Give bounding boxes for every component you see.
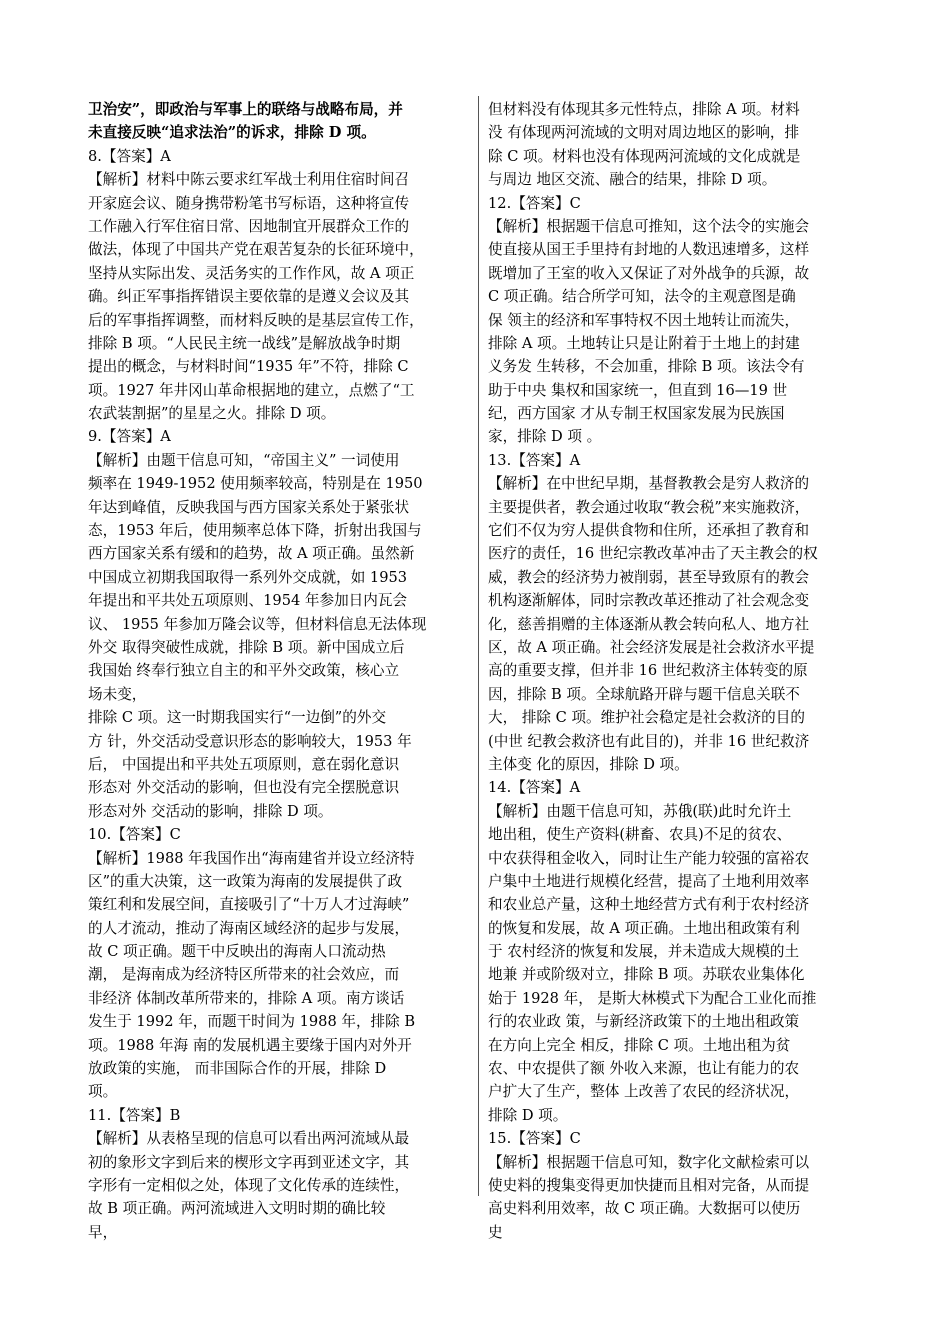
left-column-line: 场未变， [88, 685, 147, 703]
left-column-line: 【解析】从表格呈现的信息可以看出两河流域从最 [88, 1130, 410, 1148]
left-column-line: 非经济 体制改革所带来的，排除 A 项。南方谈话 [88, 989, 405, 1007]
right-column-line: 地出租，使生产资料(耕畜、农具)不足的贫农、 [488, 826, 792, 844]
left-column-line: 策红利和发展空间，直接吸引了“十万人才过海峡” [88, 896, 410, 914]
right-column-line: 它们不仅为穷人提供食物和住所，还承担了教育和 [488, 522, 810, 540]
left-column-line: 早， [88, 1223, 118, 1241]
right-column-line: 12.【答案】C [488, 194, 581, 212]
left-column-line: 项。1988 年海 南的发展机遇主要缘于国内对外开 [88, 1036, 412, 1054]
right-column-line: 家，排除 D 项 。 [488, 428, 602, 446]
right-column-line: 15.【答案】C [488, 1130, 581, 1148]
right-column-line: 地兼 并或阶级对立，排除 B 项。苏联农业集体化 [488, 966, 805, 984]
right-column-line: 13.【答案】A [488, 451, 581, 469]
left-column-line: 开家庭会议、随身携带粉笔书写标语，这种将宣传 [88, 194, 410, 212]
right-column-line: 高史料利用效率，故 C 项正确。大数据可以使历 [488, 1200, 801, 1218]
right-column-line: 与周边 地区交流、融合的结果，排除 D 项。 [488, 171, 777, 189]
right-column-line: 因，排除 B 项。全球航路开辟与题干信息关联不 [488, 685, 800, 703]
left-column-line: 工作融入行军住宿日常、因地制宜开展群众工作的 [88, 217, 410, 235]
right-column-line: (中世 纪教会救济也有此目的)，并非 16 世纪救济 [488, 732, 810, 750]
right-column-line: 助于中央 集权和国家统一，但直到 16—19 世 [488, 381, 788, 399]
right-column-line: 除 C 项。材料也没有体现两河流域的文化成就是 [488, 147, 801, 165]
right-column-line: 主体变 化的原因，排除 D 项。 [488, 755, 689, 773]
left-column-line: 我国始 终奉行独立自主的和平外交政策，核心立 [88, 662, 400, 680]
right-column-line: C 项正确。结合所学可知，法令的主观意图是确 [488, 288, 796, 306]
left-column-line: 后， 中国提出和平共处五项原则，意在弱化意识 [88, 755, 400, 773]
left-column-line: 态，1953 年后，使用频率总体下降，折射出我国与 [88, 522, 422, 540]
right-column-line: 但材料没有体现其多元性特点，排除 A 项。材料 [488, 101, 800, 118]
left-column-line: 排除 B 项。“人民民主统一战线”是解放战争时期 [88, 334, 401, 352]
left-column-line: 项。 [88, 1083, 118, 1101]
right-column-line: 户集中土地进行规模化经营，提高了土地利用效率 [488, 872, 810, 890]
left-column-line: 故 B 项正确。两河流域进入文明时期的确比较 [88, 1200, 386, 1218]
left-column-line: 故 C 项正确。题干中反映出的海南人口流动热 [88, 943, 386, 961]
right-column-line: 史 [488, 1223, 503, 1241]
left-column-line: 议、 1955 年参加万隆会议等，但材料信息无法体现 [88, 615, 427, 633]
left-column-line: 频率在 1949-1952 使用频率较高，特别是在 1950 [88, 475, 423, 493]
right-column-line: 使史料的搜集变得更加快捷而且相对完备，从而提 [488, 1176, 810, 1194]
left-column-line: 坚持从实际出发、灵活务实的工作作风，故 A 项正 [88, 264, 415, 282]
left-column-line: 后的军事指挥调整，而材料反映的是基层宣传工作， [88, 311, 424, 329]
right-column-line: 没 有体现两河流域的文明对周边地区的影响，排 [488, 124, 800, 142]
left-column-line: 提出的概念，与材料时间“1935 年”不符，排除 C [88, 358, 409, 376]
right-column-line: 高的重要支撑，但并非 16 世纪救济主体转变的原 [488, 662, 808, 680]
right-column-line: 既增加了王室的收入又保证了对外战争的兵源，故 [488, 264, 810, 282]
right-column-line: 【解析】根据题干信息可推知，这个法令的实施会 [488, 217, 810, 235]
left-column-line: 年达到峰值，反映我国与西方国家关系处于紧张状 [88, 498, 410, 516]
left-column [88, 98, 463, 1244]
right-column-line: 区，故 A 项正确。社会经济发展是社会救济水平提 [488, 638, 815, 656]
left-column-line: 年提出和平共处五项原则、1954 年参加日内瓦会 [88, 592, 408, 610]
left-column-line: 中国成立初期我国取得一系列外交成就，如 1953 [88, 568, 408, 586]
left-column-line: 未直接反映“追求法治”的诉求，排除 D 项。 [88, 124, 376, 142]
left-column-line: 做法，体现了中国共产党在艰苦复杂的长征环境中， [88, 241, 424, 259]
left-column-line: 【解析】材料中陈云要求红军战士利用住宿时间召 [88, 171, 410, 189]
right-column-line: 排除 D 项。 [488, 1106, 568, 1124]
left-column-line: 潮， 是海南成为经济特区所带来的社会效应，而 [88, 966, 400, 984]
left-column-line: 外交 取得突破性成就，排除 B 项。新中国成立后 [88, 638, 405, 656]
left-column-line: 发生于 1992 年，而题干时间为 1988 年，排除 B [88, 1013, 416, 1031]
right-column-line: 义务发 生转移，不会加重，排除 B 项。该法令有 [488, 358, 805, 376]
left-column-line: 【解析】由题干信息可知，“帝国主义” 一词使用 [88, 451, 400, 469]
right-column-line: 行的农业政 策，与新经济政策下的土地出租政策 [488, 1013, 800, 1031]
right-column-line: 【解析】在中世纪早期，基督教教会是穷人救济的 [488, 475, 810, 493]
left-column-line: 卫治安”，即政治与军事上的联络与战略布局，并 [88, 101, 403, 118]
left-column-line: 字形有一定相似之处，体现了文化传承的连续性， [88, 1176, 410, 1194]
right-column-line: 【解析】由题干信息可知，苏俄(联)此时允许土 [488, 802, 792, 820]
right-column-line: 14.【答案】A [488, 779, 581, 797]
left-column-line: 10.【答案】C [88, 826, 181, 844]
left-column-line: 8.【答案】A [88, 147, 171, 165]
right-column-line: 中农获得租金收入，同时让生产能力较强的富裕农 [488, 849, 810, 867]
right-column-line: 和农业总产量，这种土地经营方式有利于农村经济 [488, 896, 810, 914]
left-column-line: 区”的重大决策，这一政策为海南的发展提供了政 [88, 872, 402, 890]
left-column-line: 9.【答案】A [88, 428, 171, 446]
right-column-line: 使直接从国王手里持有封地的人数迅速增多，这样 [488, 241, 810, 259]
right-column-line: 始于 1928 年， 是斯大林模式下为配合工业化而推 [488, 989, 817, 1007]
right-column [488, 98, 863, 1244]
right-column-line: 威，教会的经济势力被削弱，甚至导致原有的教会 [488, 568, 810, 586]
left-column-line: 【解析】1988 年我国作出“海南建省并设立经济特 [88, 849, 415, 867]
right-column-line: 在方向上完全 相反，排除 C 项。土地出租为贫 [488, 1036, 791, 1054]
left-column-line: 确。纠正军事指挥错误主要依靠的是遵义会议及其 [88, 288, 410, 306]
right-column-line: 医疗的责任，16 世纪宗教改革冲击了天主教会的权 [488, 545, 818, 563]
left-column-line: 的人才流动，推动了海南区域经济的起步与发展， [88, 919, 410, 937]
left-column-line: 排除 C 项。这一时期我国实行“一边倒”的外交 [88, 709, 387, 727]
right-column-line: 主要提供者，教会通过收取“教会税”来实施救济， [488, 498, 810, 516]
right-column-line: 大， 排除 C 项。维护社会稳定是社会救济的目的 [488, 709, 805, 727]
left-column-line: 农武装割据”的星星之火。排除 D 项。 [88, 405, 336, 423]
left-column-line: 方 针，外交活动受意识形态的影响较大，1953 年 [88, 732, 412, 750]
right-column-line: 于 农村经济的恢复和发展，并未造成大规模的土 [488, 943, 800, 961]
right-column-line: 保 领主的经济和军事特权不因土地转让而流失， [488, 311, 800, 329]
right-column-line: 农、中农提供了额 外收入来源，也让有能力的农 [488, 1060, 800, 1078]
right-column-line: 化，慈善捐赠的主体逐渐从教会转向私人、地方社 [488, 615, 810, 633]
left-column-line: 放政策的实施， 而非国际合作的开展，排除 D [88, 1060, 387, 1078]
right-column-line: 的恢复和发展，故 A 项正确。土地出租政策有利 [488, 919, 800, 937]
left-column-line: 项。1927 年井冈山革命根据地的建立，点燃了“工 [88, 381, 415, 399]
right-column-line: 户扩大了生产，整体 上改善了农民的经济状况， [488, 1083, 800, 1101]
right-column-line: 【解析】根据题干信息可知，数字化文献检索可以 [488, 1153, 810, 1171]
left-column-line: 形态对外 交活动的影响，排除 D 项。 [88, 802, 333, 820]
left-column-line: 初的象形文字到后来的楔形文字再到亚述文字，其 [88, 1153, 410, 1171]
right-column-line: 排除 A 项。土地转让只是让附着于土地上的封建 [488, 334, 800, 352]
right-column-line: 纪，西方国家 才从专制王权国家发展为民族国 [488, 405, 785, 423]
right-column-line: 机构逐渐解体，同时宗教改革还推动了社会观念变 [488, 592, 810, 610]
left-column-line: 形态对 外交活动的影响，但也没有完全摆脱意识 [88, 779, 400, 797]
column-divider [478, 96, 479, 1196]
left-column-line: 西方国家关系有缓和的趋势，故 A 项正确。虽然新 [88, 545, 415, 563]
left-column-line: 11.【答案】B [88, 1106, 181, 1124]
